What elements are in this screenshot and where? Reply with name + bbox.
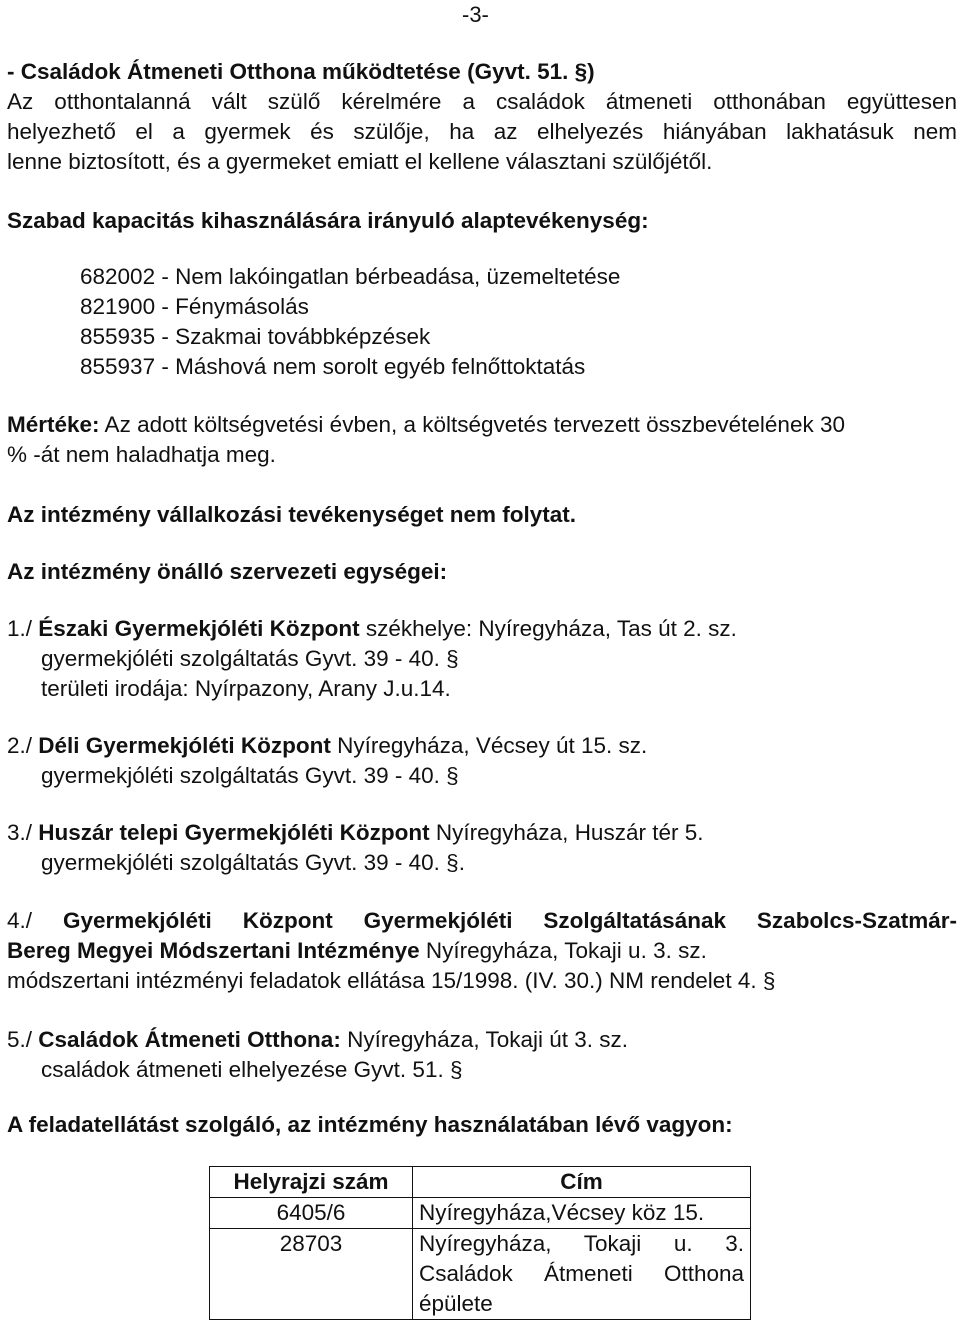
table-header-row	[210, 1167, 751, 1198]
activity-code: 855935 - Szakmai továbbképzések	[80, 324, 431, 349]
unit-item: 2./ Déli Gyermekjóléti Központ Nyíregyháza, Vécsey út 15. sz. gyermekjóléti szolgáltatás Gyvt. 39 - 40. §	[7, 733, 648, 788]
unit-name: Családok Átmeneti Otthona:	[38, 1027, 341, 1052]
hrsz-cell: 6405/6	[210, 1198, 413, 1229]
unit-item: 5./ Családok Átmeneti Otthona: Nyíregyháza, Tokaji út 3. sz. családok átmeneti elhelyezése Gyvt. 51. §	[7, 1027, 629, 1082]
hrsz-cell: 28703	[210, 1229, 413, 1320]
section-heading: - Családok Átmeneti Otthona működtetése (Gyvt. 51. §)	[7, 59, 595, 84]
table-row	[210, 1229, 751, 1320]
unit-name: Gyermekjóléti Központ Gyermekjóléti Szolgáltatásának Szabolcs-Szatmár-	[62, 908, 957, 933]
section-intro	[7, 57, 957, 177]
no-business-statement: Az intézmény vállalkozási tevékenységet nem folytat.	[7, 502, 576, 527]
paragraph-line: lenne biztosított, és a gyermeket emiatt el kellene választani szülőjétől.	[7, 149, 713, 174]
limit-label: Mértéke:	[7, 412, 100, 437]
table-row	[210, 1198, 751, 1229]
address-cell: Nyíregyháza, Tokaji u. 3. Családok Átmeneti Otthona épülete	[413, 1229, 751, 1320]
activity-code: 821900 - Fénymásolás	[80, 294, 309, 319]
unit-name: Huszár telepi Gyermekjóléti Központ	[38, 820, 430, 845]
capacity-heading: Szabad kapacitás kihasználására irányuló alaptevékenység:	[7, 208, 649, 233]
assets-table	[209, 1166, 751, 1320]
paragraph-line: helyezhető el a gyermek és szülője, ha az elhelyezés hiányában lakhatásuk nem	[7, 119, 957, 144]
column-header-cim: Cím	[413, 1167, 751, 1198]
capacity-section	[7, 206, 957, 236]
units-heading: Az intézmény önálló szervezeti egységei:	[7, 559, 448, 584]
unit-name: Északi Gyermekjóléti Központ	[38, 616, 360, 641]
unit-name: Déli Gyermekjóléti Központ	[38, 733, 331, 758]
column-header-hrsz: Helyrajzi szám	[210, 1167, 413, 1198]
page-number: -3-	[462, 2, 489, 27]
activity-code-list	[80, 262, 960, 382]
paragraph-line: Az otthontalanná vált szülő kérelmére a családok átmeneti otthonában együttesen	[7, 89, 957, 114]
activity-code: 682002 - Nem lakóingatlan bérbeadása, üzemeltetése	[80, 264, 621, 289]
unit-item: 3./ Huszár telepi Gyermekjóléti Központ Nyíregyháza, Huszár tér 5. gyermekjóléti szolgáltatás Gyvt. 39 - 40. §.	[7, 820, 704, 875]
unit-item: 4./ Gyermekjóléti Központ Gyermekjóléti Szolgáltatásának Szabolcs-Szatmár- Bereg Megyei Módszertani Intézménye Nyíregyháza, Tokaji u. 3. sz. módszertani intézményi feladatok ellátása 15/1998. (IV. 30.) NM rendelet 4. §	[7, 908, 957, 993]
activity-code: 855937 - Máshová nem sorolt egyéb felnőttoktatás	[80, 354, 586, 379]
address-cell: Nyíregyháza,Vécsey köz 15.	[413, 1198, 751, 1229]
unit-item: 1./ Északi Gyermekjóléti Központ székhelye: Nyíregyháza, Tas út 2. sz. gyermekjóléti szolgáltatás Gyvt. 39 - 40. § területi irodája: Nyírpazony, Arany J.u.14.	[7, 616, 737, 701]
limit-paragraph: Mértéke: Az adott költségvetési évben, a költségvetés tervezett összbevételének 30 % -át nem haladhatja meg.	[7, 412, 845, 467]
assets-heading: A feladatellátást szolgáló, az intézmény használatában lévő vagyon:	[7, 1112, 733, 1137]
